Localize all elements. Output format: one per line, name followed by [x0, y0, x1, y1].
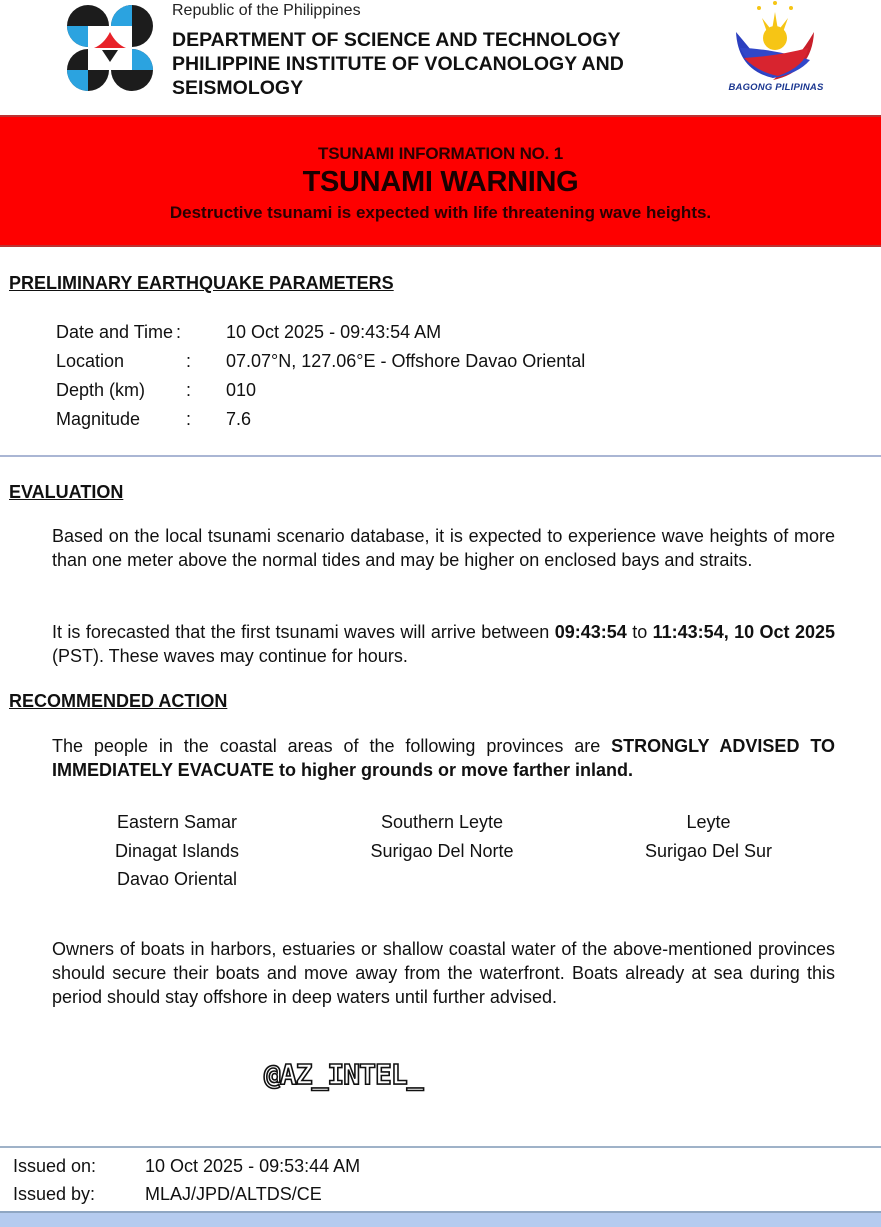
province-item: Surigao Del Sur — [644, 840, 773, 861]
text-span: It is forecasted that the first tsunami waves will arrive between — [52, 622, 555, 642]
institute-name-line2: SEISMOLOGY — [172, 77, 304, 99]
boat-owners-advisory: Owners of boats in harbors, estuaries or shallow coastal water of the above-mentioned provinces should secure their boats and move away from the waterfront. Boats already at sea during this period should stay offshore in deep waters until further advised. — [52, 939, 835, 1007]
earthquake-parameters — [56, 318, 585, 434]
text-span: The people in the coastal areas of the following provinces are — [52, 736, 612, 756]
issued-on-value: 10 Oct 2025 - 09:53:44 AM — [145, 1156, 361, 1176]
param-value: 010 — [226, 380, 257, 400]
evaluation-heading: EVALUATION — [9, 482, 124, 502]
footer-bar — [0, 1211, 881, 1227]
param-colon: : — [186, 351, 192, 371]
evaluation-paragraph-1: Based on the local tsunami scenario database, it is expected to experience wave heights of more than one meter above the normal tides and may be higher on enclosed bays and straits. — [52, 526, 835, 570]
province-item: Southern Leyte — [380, 812, 504, 832]
parameters-heading: PRELIMINARY EARTHQUAKE PARAMETERS — [9, 273, 394, 293]
arrival-end-time: 11:43:54, 10 Oct 2025 — [652, 622, 836, 642]
issued-by-value: MLAJ/JPD/ALTDS/CE — [145, 1184, 322, 1204]
republic-label: Republic of the Philippines — [172, 2, 361, 19]
agency-name-block — [172, 0, 624, 100]
watermark-text: @AZ_INTEL_ — [264, 1058, 423, 1091]
evaluation-paragraph-2 — [52, 620, 835, 668]
text-span: to — [626, 622, 653, 642]
issuance-details — [13, 1152, 360, 1208]
param-value: 7.6 — [226, 409, 252, 429]
issued-by-label: Issued by: — [13, 1184, 96, 1204]
tsunami-warning-banner — [0, 115, 881, 247]
dost-logo-icon — [64, 4, 156, 92]
issued-on-row — [13, 1152, 360, 1180]
param-label: Magnitude — [56, 409, 141, 429]
param-label: Location — [56, 351, 125, 371]
evacuate-advisory: STRONGLY ADVISED TO IMMEDIATELY EVACUATE to higher grounds or move farther inland. — [52, 736, 836, 780]
bagong-pilipinas-label: BAGONG PILIPINAS — [728, 82, 824, 93]
text-span: (PST). These waves may continue for hours. — [52, 646, 408, 666]
arrival-start-time: 09:43:54 — [554, 622, 627, 642]
province-item: Eastern Samar — [116, 812, 238, 832]
param-row-datetime — [56, 318, 585, 347]
param-colon: : — [186, 380, 192, 400]
param-row-depth — [56, 376, 585, 405]
recommended-action-heading: RECOMMENDED ACTION — [9, 691, 228, 711]
evacuation-advice — [52, 734, 835, 782]
information-number: TSUNAMI INFORMATION NO. 1 — [318, 144, 563, 163]
province-item: Dinagat Islands — [114, 840, 240, 861]
param-colon: : — [176, 322, 182, 342]
province-item: Leyte — [686, 812, 731, 832]
param-value: 10 Oct 2025 - 09:43:54 AM — [226, 322, 442, 342]
warning-title: TSUNAMI WARNING — [302, 166, 579, 198]
institute-name-line1: PHILIPPINE INSTITUTE OF VOLCANOLOGY AND — [172, 53, 624, 75]
param-label: Depth (km) — [56, 380, 146, 400]
param-label: Date and Time — [56, 322, 174, 342]
param-row-magnitude — [56, 405, 585, 434]
warning-subtitle: Destructive tsunami is expected with life threatening wave heights. — [169, 203, 712, 222]
province-list — [52, 808, 835, 894]
section-divider — [0, 455, 881, 457]
footer-divider — [0, 1146, 881, 1148]
param-colon: : — [186, 409, 192, 429]
document-header — [0, 0, 881, 115]
province-item: Davao Oriental — [116, 869, 238, 889]
issued-by-row — [13, 1180, 360, 1208]
province-item: Surigao Del Norte — [370, 840, 514, 861]
param-row-location — [56, 347, 585, 376]
issued-on-label: Issued on: — [13, 1156, 97, 1176]
department-name: DEPARTMENT OF SCIENCE AND TECHNOLOGY — [172, 29, 621, 51]
param-value: 07.07°N, 127.06°E - Offshore Davao Oriental — [226, 351, 586, 371]
